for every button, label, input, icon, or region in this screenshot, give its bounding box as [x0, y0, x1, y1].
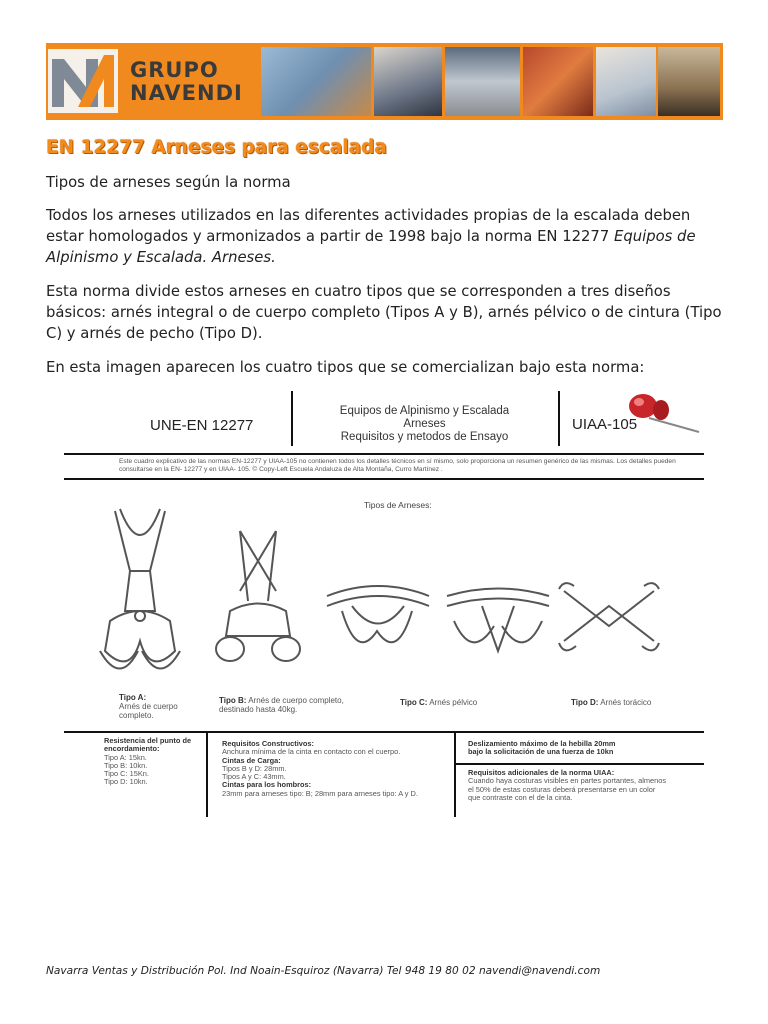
harness-type-c-drawing-1 [322, 501, 434, 671]
harness-type-b-drawing [210, 501, 306, 671]
harness-types-figure [64, 386, 704, 822]
header-divider [291, 391, 293, 446]
caption-type-a-label: Tipo A: [119, 693, 147, 702]
harness-type-c-drawing-2 [442, 501, 554, 671]
resistance-line: Tipo A: 15kn. [104, 752, 147, 762]
banner-photo-track [523, 47, 593, 116]
requirements-divider [206, 731, 208, 817]
caption-type-d-text: Arnés torácico [600, 698, 652, 707]
page-title: EN 12277 Arneses para escalada [46, 137, 387, 158]
resistance-line: Tipo D: 10kn. [104, 777, 148, 787]
paragraph-image-intro: En esta imagen aparecen los cuatro tipos que se comercializan bajo esta norma: [46, 359, 645, 376]
figure-header [64, 386, 704, 454]
caption-type-b [219, 696, 359, 714]
equipment-title-line-3: Requisitos y metodos de Ensayo [340, 431, 509, 443]
caption-type-b-label: Tipo B: [219, 696, 247, 705]
brand-name [130, 59, 243, 105]
brand-line-2: NAVENDI [130, 81, 243, 105]
header-divider [558, 391, 560, 446]
figure-rule [64, 478, 704, 480]
harness-type-d-drawing [554, 501, 664, 671]
equipment-title-line-1: Equipos de Alpinismo y Escalada [339, 405, 510, 417]
banner-photo-medical [596, 47, 656, 116]
header-banner [46, 43, 723, 120]
construction-title: Requisitos Constructivos: [222, 739, 314, 748]
resistance-line: Tipo B: 10kn. [104, 760, 148, 770]
construction-line: Anchura mínima de la cinta en contacto con el cuerpo. [222, 747, 401, 757]
buckle-slip-title: bajo la solicitación de una fuerza de 10kn [468, 747, 614, 757]
figure-subtitle: Tipos de Arneses: [364, 500, 432, 510]
requirements-rule [64, 731, 704, 733]
requirements-rule [456, 763, 704, 765]
requirements-construction [222, 740, 447, 798]
pushpin-icon [619, 388, 704, 440]
banner-photo-industry [445, 47, 520, 116]
caption-type-b-text: Arnés de cuerpo completo, destinado hasta 40kg. [219, 696, 344, 714]
requirements-uiaa [468, 740, 678, 757]
caption-type-a [119, 693, 199, 720]
resistance-line: Tipo C: 15Kn. [104, 769, 149, 779]
standard-label: UNE-EN 12277 [150, 417, 254, 434]
shoulder-straps-title: Cintas para los hombros: [222, 780, 312, 790]
uiaa-extra-text: Cuando haya costuras visibles en partes portantes, almenos el 50% de estas costuras deberá presentarse en un color que contraste con el de la cinta. [468, 776, 667, 802]
banner-photo-office [658, 47, 720, 116]
construction-line: Tipos A y C: 43mm. [222, 772, 286, 782]
load-straps-title: Cintas de Carga: [222, 755, 281, 765]
banner-photo-construction [261, 47, 371, 116]
uiaa-label: UIAA-105 [572, 416, 638, 433]
requirements-resistance [104, 737, 204, 787]
buckle-slip-title: Deslizamiento máximo de la hebilla 20mm [468, 739, 616, 748]
figure-rule [64, 453, 704, 455]
footer-contact: Navarra Ventas y Distribución Pol. Ind Noain-Esquiroz (Navarra) Tel 948 19 80 02 navendi@navendi.com [46, 965, 601, 977]
caption-type-c [400, 698, 510, 707]
caption-type-c-text: Arnés pélvico [429, 698, 478, 707]
requirements-uiaa-extra [468, 769, 668, 802]
equipment-title-line-2: Arneses [403, 418, 446, 430]
brand-line-1: GRUPO [130, 58, 219, 82]
resistance-title: Resistencia del punto de encordamiento: [104, 736, 192, 754]
construction-line: Tipos B y D: 28mm. [222, 763, 287, 773]
logo [48, 49, 118, 113]
requirements-divider [454, 731, 456, 817]
caption-type-d [571, 698, 681, 707]
caption-type-d-label: Tipo D: [571, 698, 599, 707]
paragraph-homologation-text: Todos los arneses utilizados en las diferentes actividades propias de la escalada deben estar homologados y armonizados a partir de 1998 bajo la norma EN 12277 [46, 207, 691, 245]
navendi-logo-icon [48, 49, 118, 113]
paragraph-types: Esta norma divide estos arneses en cuatro tipos que se corresponden a tres diseños básicos: arnés integral o de cuerpo completo (Tipos A y B), arnés pélvico o de cintura (Tipo C) y arnés de pecho (Tipo D). [46, 283, 722, 342]
construction-line: 23mm para arneses tipo: B; 28mm para arneses tipo: A y D. [222, 788, 418, 798]
figure-note: Este cuadro explicativo de las normas EN-12277 y UIAA-105 no contienen todos los detalles técnicos en sí mismo, solo proporciona un resumen genérico de las mismas. Los detalles pueden consultarse en la EN- 12277 y en UIAA- 105. © Copy-Left Escuela Andaluza de Alta Montaña, Curro Martínez . [119, 458, 676, 473]
norm-title-italic: Equipos de Alpinismo y Escalada. Arneses. [46, 228, 696, 266]
caption-type-a-text: Arnés de cuerpo completo. [119, 702, 178, 720]
equipment-title [302, 405, 547, 444]
uiaa-extra-title: Requisitos adicionales de la norma UIAA: [468, 768, 615, 777]
paragraph-homologation [46, 205, 726, 268]
harness-type-a-drawing [90, 501, 190, 691]
requirements-table [64, 731, 704, 821]
intro-line: Tipos de arneses según la norma [46, 174, 291, 191]
caption-type-c-label: Tipo C: [400, 698, 428, 707]
banner-photo-worker [374, 47, 442, 116]
